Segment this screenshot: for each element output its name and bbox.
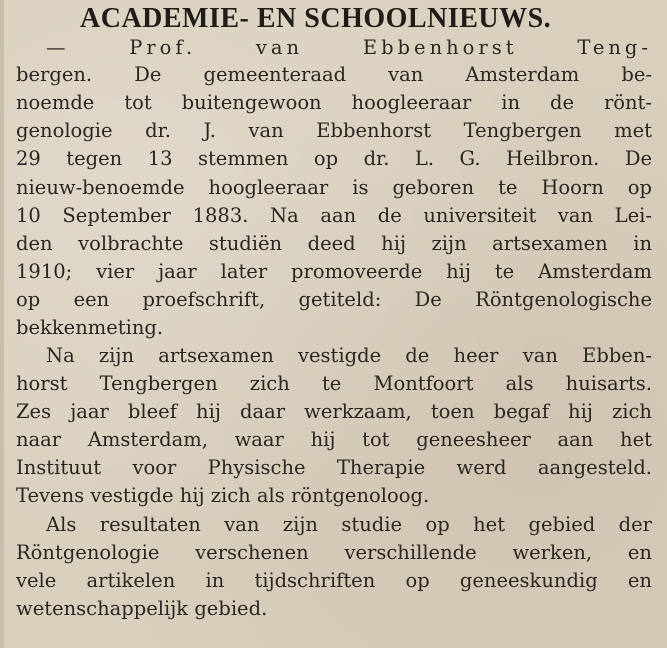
article-line: op een proefschrift, getiteld: De Röntgenologische: [16, 288, 652, 311]
article-line: naar Amsterdam, waar hij tot geneesheer aan het: [16, 428, 652, 451]
article-line: Als resultaten van zijn studie op het gebied der: [46, 513, 652, 536]
article-line: Zes jaar bleef hij daar werkzaam, toen begaf hij zich: [16, 400, 652, 423]
article-headline: ACADEMIE- EN SCHOOLNIEUWS.: [80, 3, 552, 34]
article-line: vele artikelen in tijdschriften op geneeskundig en: [16, 569, 652, 592]
article-line: bekkenmeting.: [16, 316, 164, 339]
article-line: nieuw-benoemde hoogleeraar is geboren te Hoorn op: [16, 176, 652, 199]
clipping-edge: [0, 0, 4, 648]
article-line: horst Tengbergen zich te Montfoort als huisarts.: [16, 372, 652, 395]
article-line: Tevens vestigde hij zich als röntgenoloog.: [16, 484, 430, 507]
article-line: Na zijn artsexamen vestigde de heer van Ebben-: [46, 344, 652, 367]
article-line: — Prof. van Ebbenhorst Teng-: [46, 36, 652, 59]
article-line: Röntgenologie verschenen verschillende werken, en: [16, 541, 652, 564]
article-line: 10 September 1883. Na aan de universiteit van Lei-: [16, 204, 652, 227]
article-line: wetenschappelijk gebied.: [16, 597, 268, 620]
article-line: genologie dr. J. van Ebbenhorst Tengbergen met: [16, 119, 652, 142]
article-line: 29 tegen 13 stemmen op dr. L. G. Heilbron. De: [16, 147, 652, 170]
article-line: den volbrachte studiën deed hij zijn artsexamen in: [16, 232, 652, 255]
article-line: noemde tot buitengewoon hoogleeraar in de rönt-: [16, 91, 652, 114]
article-line: 1910; vier jaar later promoveerde hij te Amsterdam: [16, 260, 652, 283]
article-line: bergen. De gemeenteraad van Amsterdam be-: [16, 63, 652, 86]
article-line: Instituut voor Physische Therapie werd aangesteld.: [16, 456, 652, 479]
